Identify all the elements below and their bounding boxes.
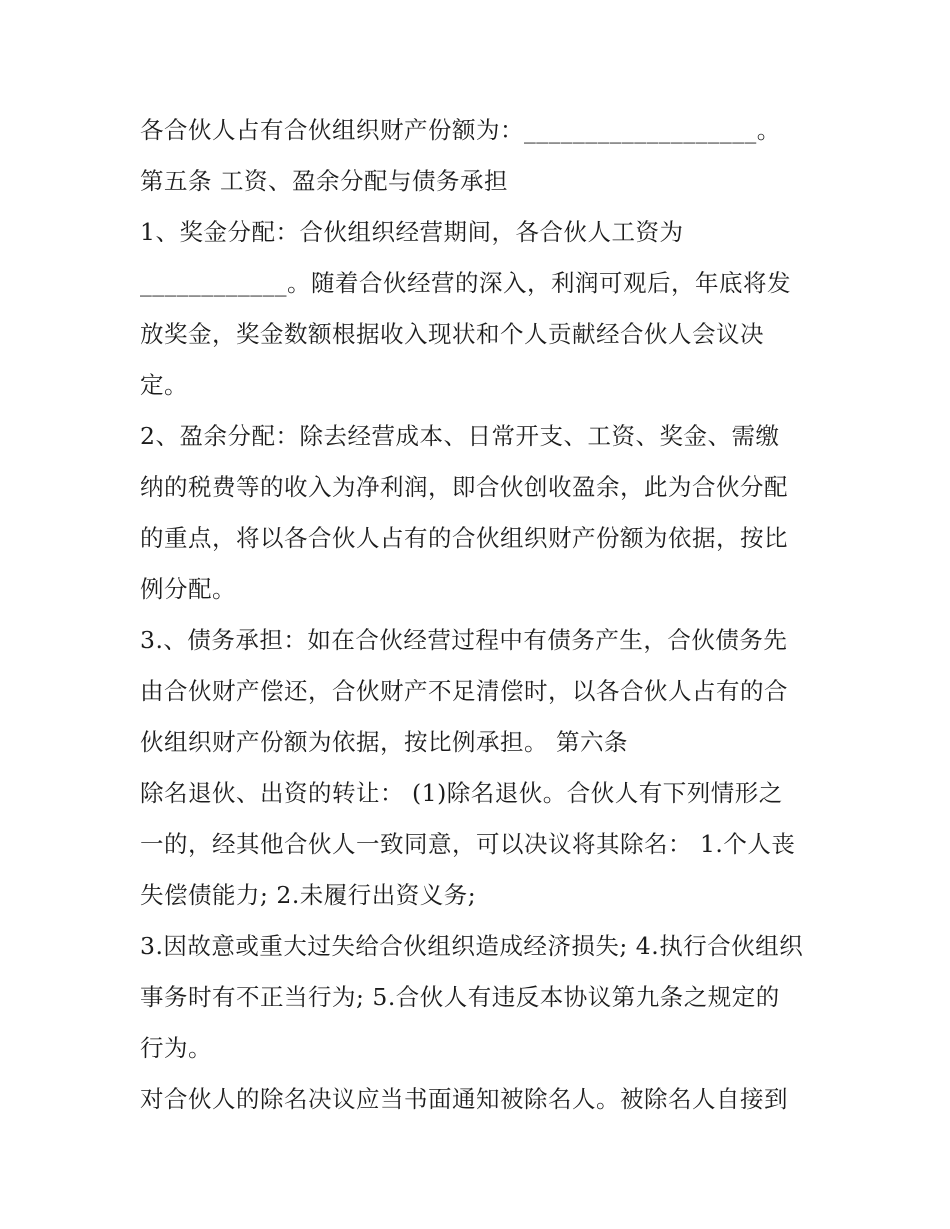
text-line-partner-share: 各合伙人占有合伙组织财产份额为：___________________。 — [140, 116, 781, 144]
text-line-surplus-4: 例分配。 — [140, 575, 236, 603]
text-line-bonus-2: ____________。随着合伙经营的深入，利润可观后，年底将发 — [140, 269, 791, 297]
text-line-expulsion-1: 除名退伙、出资的转让： (1)除名退伙。合伙人有下列情形之 — [140, 779, 783, 807]
text-line-surplus-2: 纳的税费等的收入为净利润，即合伙创收盈余，此为合伙分配 — [140, 473, 788, 501]
text-line-expulsion-6: 行为。 — [140, 1034, 212, 1062]
text-line-debt-3: 伙组织财产份额为依据，按比例承担。 第六条 — [140, 728, 628, 756]
text-line-expulsion-2: 一的，经其他合伙人一致同意，可以决议将其除名： 1.个人丧 — [140, 830, 796, 858]
text-line-expulsion-3: 失偿债能力; 2.未履行出资义务; — [140, 881, 477, 909]
text-line-expulsion-4: 3.因故意或重大过失给合伙组织造成经济损失; 4.执行合伙组织 — [140, 932, 804, 960]
article-5-heading: 第五条 工资、盈余分配与债务承担 — [140, 167, 508, 195]
text-line-debt-1: 3.、债务承担：如在合伙经营过程中有债务产生，合伙债务先 — [140, 626, 788, 654]
text-line-notice: 对合伙人的除名决议应当书面通知被除名人。被除名人自接到 — [140, 1085, 788, 1113]
text-line-bonus-3: 放奖金，奖金数额根据收入现状和个人贡献经合伙人会议决 — [140, 320, 764, 348]
text-line-bonus-1: 1、奖金分配：合伙组织经营期间，各合伙人工资为 — [140, 218, 684, 246]
text-line-debt-2: 由合伙财产偿还，合伙财产不足清偿时，以各合伙人占有的合 — [140, 677, 788, 705]
text-line-expulsion-5: 事务时有不正当行为; 5.合伙人有违反本协议第九条之规定的 — [140, 983, 780, 1011]
text-line-bonus-4: 定。 — [140, 371, 188, 399]
text-line-surplus-1: 2、盈余分配：除去经营成本、日常开支、工资、奖金、需缴 — [140, 422, 780, 450]
text-line-surplus-3: 的重点，将以各合伙人占有的合伙组织财产份额为依据，按比 — [140, 524, 788, 552]
